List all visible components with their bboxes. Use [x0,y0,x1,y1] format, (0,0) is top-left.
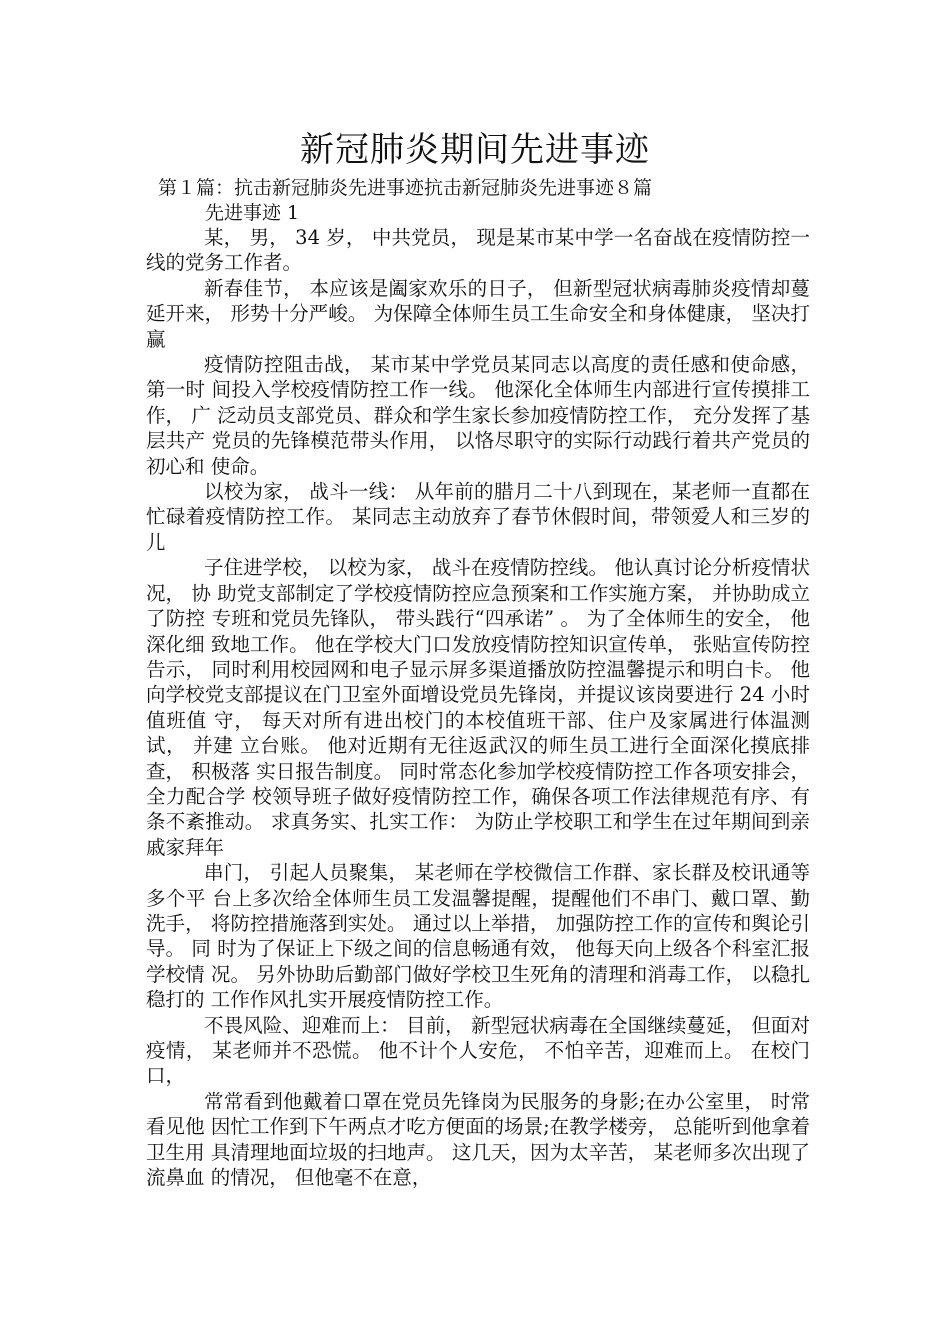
body-paragraph: 不畏风险、迎难而上： 目前， 新型冠状病毒在全国继续蔓延， 但面对疫情， 某老师并不恐慌。 他不计个人安危， 不怕辛苦，迎难而上。 在校门口， [146,1013,810,1088]
section-label: 先进事迹 1 [205,202,300,224]
document-subtitle: 第１篇：抗击新冠肺炎先进事迹抗击新冠肺炎先进事迹８篇 [158,177,653,199]
body-paragraph: 子住进学校， 以校为家， 战斗在疫情防控线。 他认真讨论分析疫情状况， 协 助党支部制定了学校疫情防控应急预案和工作实施方案， 并协助成立了防控 专班和党员先锋队， 带头践行“四承诺” 。 为了全体师生的安全， 他深化细 致地工作。 他在学校大门口发放疫情防控知识宣传单， 张贴宣传防控告示， 同时利用校园网和电子显示屏多渠道播放防控温馨提示和明白卡。 他向学校党支部提议在门卫室外面增设党员先锋岗，并提议该岗要进行 24 小时值班值 守， 每天对所有进出校门的本校值班干部、住户及家属进行体温测试， 并建 立台账。 他对近期有无往返武汉的师生员工进行全面深化摸底排查， 积极落 实日报告制度。 同时常态化参加学校疫情防控工作各项安排会， 全力配合学 校领导班子做好疫情防控工作，确保各项工作法律规范有序、有条不紊推动。 求真务实、扎实工作： 为防止学校职工和学生在过年期间到亲戚家拜年 [146,556,810,859]
body-paragraph: 以校为家， 战斗一线： 从年前的腊月二十八到现在，某老师一直都在忙碌着疫情防控工作。 某同志主动放弃了春节休假时间，带领爱人和三岁的儿 [146,480,810,554]
body-paragraph: 某， 男， 34 岁， 中共党员， 现是某市某中学一名奋战在疫情防控一线的党务工作者。 [146,226,810,275]
document-body [146,225,810,1190]
body-paragraph: 串门， 引起人员聚集， 某老师在学校微信工作群、家长群及校讯通等多个平 台上多次给全体师生员工发温馨提醒，提醒他们不串门、戴口罩、勤洗手， 将防控措施落到实处。 通过以上举措， 加强防控工作的宣传和舆论引导。 同 时为了保证上下级之间的信息畅通有效， 他每天向上级各个科室汇报学校情 况。 另外协助后勤部门做好学校卫生死角的清理和消毒工作， 以稳扎稳打的 工作作风扎实开展疫情防控工作。 [146,861,810,1012]
body-paragraph: 新春佳节， 本应该是阖家欢乐的日子， 但新型冠状病毒肺炎疫情却蔓延开来， 形势十分严峻。 为保障全体师生员工生命安全和身体健康， 坚决打赢 [146,276,810,351]
body-paragraph: 疫情防控阻击战， 某市某中学党员某同志以高度的责任感和使命感， 第一时 间投入学校疫情防控工作一线。 他深化全体师生内部进行宣传摸排工作， 广 泛动员支部党员、群众和学生家长参加疫情防控工作， 充分发挥了基层共产 党员的先锋模范带头作用， 以恪尽职守的实际行动践行着共产党员的初心和 使命。 [146,353,810,478]
body-paragraph: 常常看到他戴着口罩在党员先锋岗为民服务的身影;在办公室里， 时常看见他 因忙工作到下午两点才吃方便面的场景;在教学楼旁， 总能听到他拿着卫生用 具清理地面垃圾的扫地声。 这几天，因为太辛苦， 某老师多次出现了流鼻血 的情况， 但他毫不在意， [146,1089,810,1190]
document-title: 新冠肺炎期间先进事迹 [300,130,650,170]
